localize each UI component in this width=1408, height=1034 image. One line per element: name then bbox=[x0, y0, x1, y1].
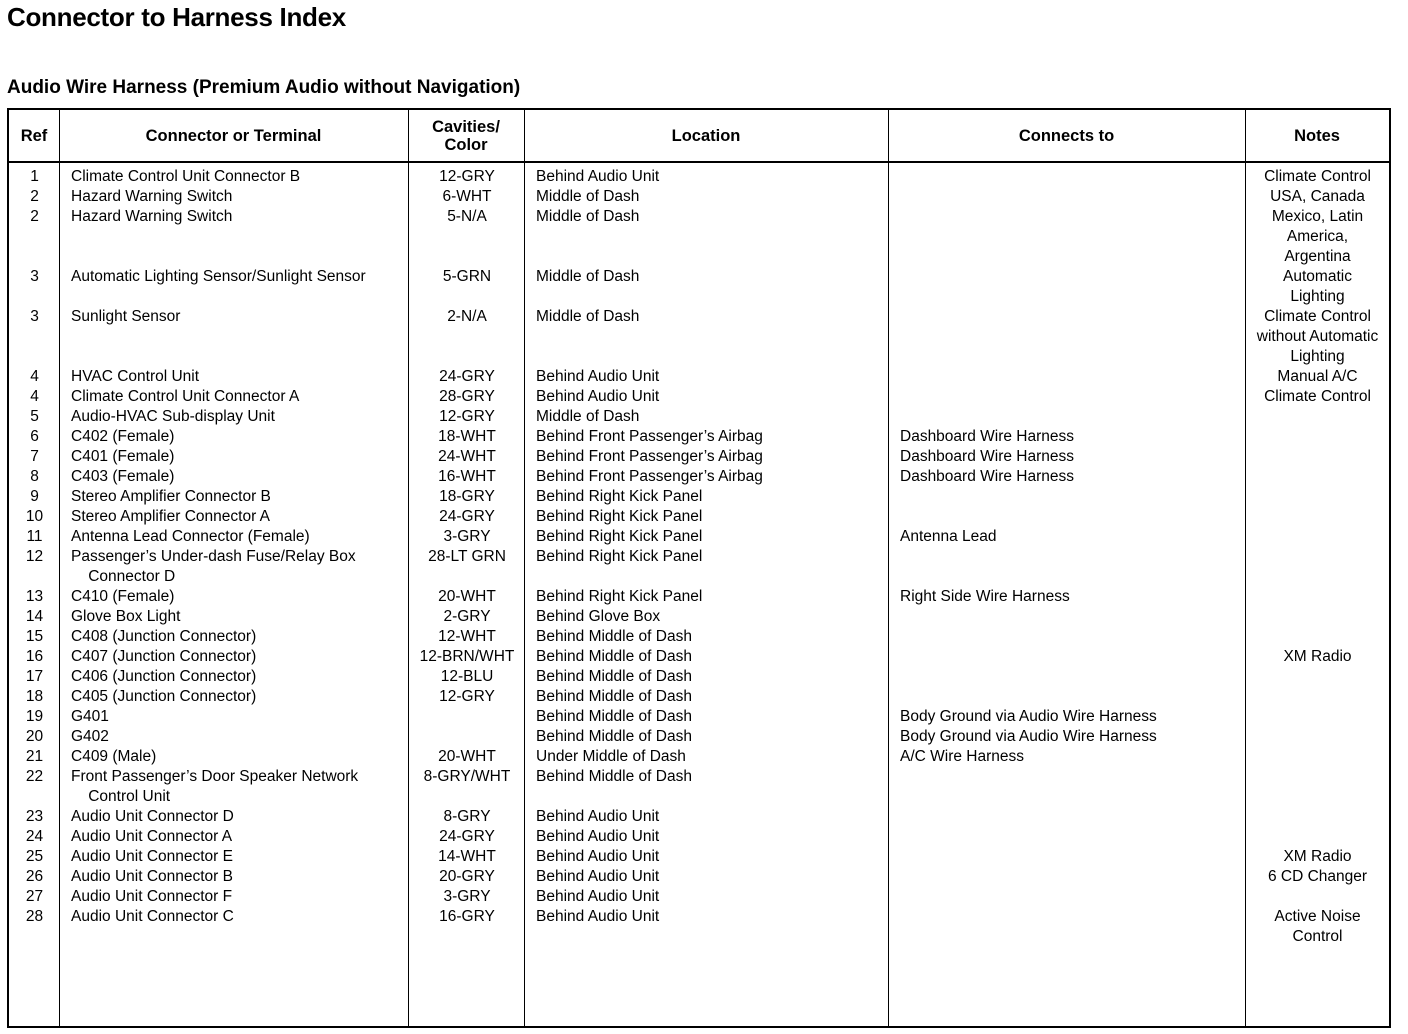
cavities-cell: 5-GRN bbox=[442, 268, 492, 285]
ref-cell: 3 bbox=[30, 308, 39, 325]
table-row bbox=[9, 867, 1389, 887]
location-cell: Middle of Dash bbox=[536, 208, 640, 225]
connects-to-cell bbox=[889, 547, 1246, 587]
notes-cell: Active Noise Control bbox=[1274, 908, 1361, 945]
ref-cell: 2 bbox=[30, 188, 39, 205]
cavities-cell: 24-GRY bbox=[439, 828, 495, 845]
notes-cell bbox=[1246, 547, 1389, 587]
notes-cell bbox=[1246, 747, 1389, 767]
table-row bbox=[9, 887, 1389, 907]
notes-cell: XM Radio bbox=[1283, 648, 1352, 665]
location-cell: Behind Middle of Dash bbox=[536, 768, 692, 785]
ref-cell: 23 bbox=[25, 808, 44, 825]
connector-cell: Audio Unit Connector B bbox=[71, 868, 233, 885]
connects-to-cell bbox=[889, 267, 1246, 307]
connector-cell: Hazard Warning Switch bbox=[71, 208, 233, 225]
location-cell: Middle of Dash bbox=[536, 188, 640, 205]
table-row bbox=[9, 607, 1389, 627]
ref-cell: 4 bbox=[30, 388, 39, 405]
connects-to-cell bbox=[889, 867, 1246, 887]
ref-cell: 12 bbox=[25, 548, 44, 565]
table-row bbox=[9, 907, 1389, 947]
cavities-cell: 20-WHT bbox=[438, 588, 496, 605]
cavities-cell: 24-GRY bbox=[439, 368, 495, 385]
location-cell: Behind Audio Unit bbox=[536, 848, 660, 865]
connector-cell: C403 (Female) bbox=[71, 468, 175, 485]
connector-cell: Climate Control Unit Connector A bbox=[71, 388, 300, 405]
notes-cell bbox=[1246, 527, 1389, 547]
connects-to-cell bbox=[889, 207, 1246, 267]
cavities-cell: 14-WHT bbox=[438, 848, 496, 865]
header-ref: Ref bbox=[20, 126, 48, 145]
cavities-cell: 28-GRY bbox=[439, 388, 495, 405]
page-title: Connector to Harness Index bbox=[7, 2, 346, 32]
cavities-cell: 12-GRY bbox=[439, 408, 495, 425]
cavities-cell: 12-BLU bbox=[440, 668, 494, 685]
table-row bbox=[9, 847, 1389, 867]
connects-to-cell: Dashboard Wire Harness bbox=[900, 428, 1075, 445]
connector-cell: C406 (Junction Connector) bbox=[71, 668, 257, 685]
location-cell: Behind Glove Box bbox=[536, 608, 661, 625]
connector-index-table bbox=[7, 108, 1391, 1028]
table-row bbox=[9, 767, 1389, 807]
connector-cell: Stereo Amplifier Connector B bbox=[71, 488, 271, 505]
table-row bbox=[9, 747, 1389, 767]
cavities-cell: 16-GRY bbox=[439, 908, 495, 925]
notes-cell bbox=[1246, 827, 1389, 847]
ref-cell: 27 bbox=[25, 888, 44, 905]
cavities-cell: 16-WHT bbox=[438, 468, 496, 485]
notes-cell: Climate Control bbox=[1264, 388, 1371, 405]
connector-cell: Audio Unit Connector A bbox=[71, 828, 233, 845]
connects-to-cell: Body Ground via Audio Wire Harness bbox=[900, 708, 1157, 725]
table-row bbox=[9, 827, 1389, 847]
connects-to-cell bbox=[889, 507, 1246, 527]
table-row bbox=[9, 467, 1389, 487]
table-row bbox=[9, 687, 1389, 707]
notes-cell bbox=[1246, 507, 1389, 527]
location-cell: Behind Audio Unit bbox=[536, 888, 660, 905]
table-row bbox=[9, 507, 1389, 527]
header-connector: Connector or Terminal bbox=[145, 126, 322, 145]
cavities-cell: 6-WHT bbox=[442, 188, 492, 205]
connector-cell: Audio Unit Connector C bbox=[71, 908, 234, 925]
cavities-cell: 2-GRY bbox=[443, 608, 491, 625]
cavities-cell: 3-GRY bbox=[443, 888, 491, 905]
connector-cell: Passenger’s Under-dash Fuse/Relay Box Connector D bbox=[71, 548, 356, 585]
location-cell: Behind Middle of Dash bbox=[536, 688, 692, 705]
data-table bbox=[9, 167, 1389, 947]
cavities-cell: 12-WHT bbox=[438, 628, 496, 645]
connector-cell: Hazard Warning Switch bbox=[71, 188, 233, 205]
ref-cell: 24 bbox=[25, 828, 44, 845]
notes-cell bbox=[1246, 727, 1389, 747]
ref-cell: 5 bbox=[30, 408, 39, 425]
cavities-cell: 5-N/A bbox=[447, 208, 487, 225]
location-cell: Behind Middle of Dash bbox=[536, 628, 692, 645]
connector-cell: Audio-HVAC Sub-display Unit bbox=[71, 408, 275, 425]
location-cell: Behind Middle of Dash bbox=[536, 708, 692, 725]
cavities-cell: 3-GRY bbox=[443, 528, 491, 545]
table-row bbox=[9, 207, 1389, 267]
location-cell: Behind Audio Unit bbox=[536, 168, 660, 185]
ref-cell: 9 bbox=[30, 488, 39, 505]
ref-cell: 19 bbox=[25, 708, 44, 725]
ref-cell: 14 bbox=[25, 608, 44, 625]
cavities-cell: 8-GRY/WHT bbox=[423, 768, 511, 785]
header-divider bbox=[9, 161, 1389, 163]
location-cell: Middle of Dash bbox=[536, 408, 640, 425]
table-row bbox=[9, 367, 1389, 387]
table-row bbox=[9, 707, 1389, 727]
location-cell: Behind Right Kick Panel bbox=[536, 488, 703, 505]
ref-cell: 28 bbox=[25, 908, 44, 925]
connector-cell: Audio Unit Connector E bbox=[71, 848, 233, 865]
notes-cell: Climate Control bbox=[1264, 168, 1371, 185]
connects-to-cell bbox=[889, 487, 1246, 507]
location-cell: Middle of Dash bbox=[536, 308, 640, 325]
connector-cell: Front Passenger’s Door Speaker Network Control Unit bbox=[71, 768, 359, 805]
location-cell: Middle of Dash bbox=[536, 268, 640, 285]
notes-cell bbox=[1246, 887, 1389, 907]
header-connects-to: Connects to bbox=[1018, 126, 1115, 145]
ref-cell: 6 bbox=[30, 428, 39, 445]
location-cell: Behind Front Passenger’s Airbag bbox=[536, 448, 763, 465]
connects-to-cell bbox=[889, 367, 1246, 387]
table-row bbox=[9, 627, 1389, 647]
location-cell: Behind Front Passenger’s Airbag bbox=[536, 428, 763, 445]
notes-cell: Climate Control without Automatic Lighting bbox=[1256, 308, 1379, 365]
connects-to-cell bbox=[889, 667, 1246, 687]
connector-cell: G401 bbox=[71, 708, 109, 725]
cavities-cell bbox=[409, 707, 525, 727]
ref-cell: 11 bbox=[26, 528, 43, 545]
notes-cell bbox=[1246, 427, 1389, 447]
cavities-cell: 24-GRY bbox=[439, 508, 495, 525]
connector-cell: C401 (Female) bbox=[71, 448, 175, 465]
location-cell: Behind Right Kick Panel bbox=[536, 588, 703, 605]
connects-to-cell: Body Ground via Audio Wire Harness bbox=[900, 728, 1157, 745]
cavities-cell: 20-GRY bbox=[439, 868, 495, 885]
ref-cell: 7 bbox=[30, 448, 39, 465]
location-cell: Behind Audio Unit bbox=[536, 868, 660, 885]
notes-cell bbox=[1246, 407, 1389, 427]
ref-cell: 17 bbox=[25, 668, 44, 685]
location-cell: Behind Audio Unit bbox=[536, 828, 660, 845]
table-row bbox=[9, 187, 1389, 207]
header-notes: Notes bbox=[1294, 126, 1340, 145]
table-row bbox=[9, 667, 1389, 687]
location-cell: Behind Right Kick Panel bbox=[536, 548, 703, 565]
connects-to-cell: Antenna Lead bbox=[900, 528, 997, 545]
connector-cell: C410 (Female) bbox=[71, 588, 175, 605]
ref-cell: 15 bbox=[25, 628, 44, 645]
connects-to-cell bbox=[889, 807, 1246, 827]
connector-cell: C407 (Junction Connector) bbox=[71, 648, 257, 665]
connects-to-cell bbox=[889, 827, 1246, 847]
notes-cell bbox=[1246, 627, 1389, 647]
location-cell: Behind Right Kick Panel bbox=[536, 508, 703, 525]
table-row bbox=[9, 427, 1389, 447]
header-cavities: Cavities/ Color bbox=[432, 117, 500, 154]
table-row bbox=[9, 527, 1389, 547]
connects-to-cell bbox=[889, 627, 1246, 647]
table-row bbox=[9, 807, 1389, 827]
cavities-cell: 18-GRY bbox=[439, 488, 495, 505]
table-row bbox=[9, 647, 1389, 667]
table-row bbox=[9, 587, 1389, 607]
connects-to-cell bbox=[889, 187, 1246, 207]
notes-cell bbox=[1246, 687, 1389, 707]
cavities-cell: 2-N/A bbox=[447, 308, 487, 325]
section-title: Audio Wire Harness (Premium Audio without Navigation) bbox=[7, 77, 521, 98]
connector-cell: G402 bbox=[71, 728, 109, 745]
notes-cell bbox=[1246, 447, 1389, 467]
ref-cell: 20 bbox=[25, 728, 44, 745]
connector-cell: Automatic Lighting Sensor/Sunlight Sensor bbox=[71, 268, 366, 285]
ref-cell: 3 bbox=[30, 268, 39, 285]
ref-cell: 26 bbox=[25, 868, 44, 885]
notes-cell bbox=[1246, 487, 1389, 507]
connects-to-cell bbox=[889, 607, 1246, 627]
connects-to-cell bbox=[889, 687, 1246, 707]
table-row bbox=[9, 547, 1389, 587]
connector-cell: C402 (Female) bbox=[71, 428, 175, 445]
location-cell: Behind Audio Unit bbox=[536, 908, 660, 925]
notes-cell: USA, Canada bbox=[1270, 188, 1365, 205]
connector-cell: Sunlight Sensor bbox=[71, 308, 181, 325]
location-cell: Behind Audio Unit bbox=[536, 388, 660, 405]
table-row bbox=[9, 267, 1389, 307]
notes-cell bbox=[1246, 767, 1389, 807]
connects-to-cell bbox=[889, 907, 1246, 947]
cavities-cell: 12-GRY bbox=[439, 688, 495, 705]
notes-cell bbox=[1246, 667, 1389, 687]
connector-cell: Glove Box Light bbox=[71, 608, 181, 625]
table-row bbox=[9, 167, 1389, 187]
connects-to-cell: Right Side Wire Harness bbox=[900, 588, 1070, 605]
notes-cell: Mexico, Latin America, Argentina bbox=[1271, 208, 1364, 265]
notes-cell bbox=[1246, 607, 1389, 627]
table-row bbox=[9, 487, 1389, 507]
cavities-cell bbox=[409, 727, 525, 747]
ref-cell: 18 bbox=[25, 688, 44, 705]
connects-to-cell: Dashboard Wire Harness bbox=[900, 468, 1075, 485]
location-cell: Behind Middle of Dash bbox=[536, 668, 692, 685]
header-location: Location bbox=[671, 126, 741, 145]
connects-to-cell bbox=[889, 647, 1246, 667]
cavities-cell: 12-BRN/WHT bbox=[419, 648, 515, 665]
connector-cell: Stereo Amplifier Connector A bbox=[71, 508, 271, 525]
ref-cell: 2 bbox=[30, 208, 39, 225]
location-cell: Behind Audio Unit bbox=[536, 808, 660, 825]
location-cell: Under Middle of Dash bbox=[536, 748, 686, 765]
ref-cell: 22 bbox=[25, 768, 44, 785]
connects-to-cell: A/C Wire Harness bbox=[900, 748, 1025, 765]
location-cell: Behind Middle of Dash bbox=[536, 728, 692, 745]
connects-to-cell bbox=[889, 387, 1246, 407]
cavities-cell: 24-WHT bbox=[438, 448, 496, 465]
notes-cell: Manual A/C bbox=[1277, 368, 1358, 385]
cavities-cell: 28-LT GRN bbox=[428, 548, 506, 565]
connects-to-cell bbox=[889, 887, 1246, 907]
ref-cell: 8 bbox=[30, 468, 39, 485]
table-row bbox=[9, 447, 1389, 467]
connects-to-cell: Dashboard Wire Harness bbox=[900, 448, 1075, 465]
connector-cell: Antenna Lead Connector (Female) bbox=[71, 528, 310, 545]
connector-cell: C409 (Male) bbox=[71, 748, 157, 765]
cavities-cell: 18-WHT bbox=[438, 428, 496, 445]
connector-cell: Climate Control Unit Connector B bbox=[71, 168, 301, 185]
location-cell: Behind Audio Unit bbox=[536, 368, 660, 385]
connector-cell: C405 (Junction Connector) bbox=[71, 688, 257, 705]
ref-cell: 16 bbox=[25, 648, 44, 665]
connector-cell: Audio Unit Connector D bbox=[71, 808, 234, 825]
ref-cell: 13 bbox=[25, 588, 44, 605]
table-body bbox=[9, 167, 1389, 947]
notes-cell bbox=[1246, 587, 1389, 607]
connects-to-cell bbox=[889, 167, 1246, 187]
notes-cell bbox=[1246, 707, 1389, 727]
notes-cell: Automatic Lighting bbox=[1283, 268, 1352, 305]
location-cell: Behind Right Kick Panel bbox=[536, 528, 703, 545]
connector-cell: Audio Unit Connector F bbox=[71, 888, 233, 905]
ref-cell: 10 bbox=[25, 508, 44, 525]
location-cell: Behind Middle of Dash bbox=[536, 648, 692, 665]
ref-cell: 4 bbox=[30, 368, 39, 385]
notes-cell bbox=[1246, 807, 1389, 827]
notes-cell: 6 CD Changer bbox=[1267, 868, 1368, 885]
notes-cell bbox=[1246, 467, 1389, 487]
ref-cell: 1 bbox=[30, 168, 39, 185]
table-row bbox=[9, 407, 1389, 427]
cavities-cell: 20-WHT bbox=[438, 748, 496, 765]
table-row bbox=[9, 387, 1389, 407]
location-cell: Behind Front Passenger’s Airbag bbox=[536, 468, 763, 485]
connects-to-cell bbox=[889, 847, 1246, 867]
cavities-cell: 8-GRY bbox=[443, 808, 491, 825]
table-row bbox=[9, 727, 1389, 747]
cavities-cell: 12-GRY bbox=[439, 168, 495, 185]
connects-to-cell bbox=[889, 407, 1246, 427]
connects-to-cell bbox=[889, 307, 1246, 367]
connector-cell: HVAC Control Unit bbox=[71, 368, 200, 385]
table-row bbox=[9, 307, 1389, 367]
ref-cell: 25 bbox=[25, 848, 44, 865]
notes-cell: XM Radio bbox=[1283, 848, 1352, 865]
connector-cell: C408 (Junction Connector) bbox=[71, 628, 257, 645]
connects-to-cell bbox=[889, 767, 1246, 807]
ref-cell: 21 bbox=[25, 748, 44, 765]
